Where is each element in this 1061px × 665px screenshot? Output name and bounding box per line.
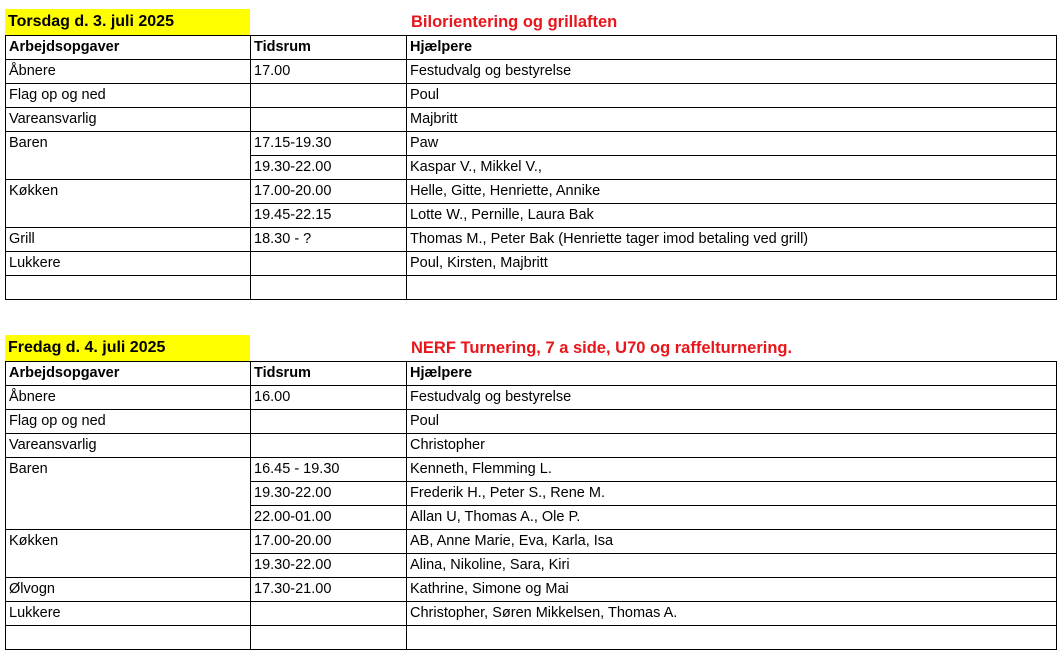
helpers-cell: Festudvalg og bestyrelse	[407, 386, 1057, 410]
task-cell: Grill	[6, 228, 251, 252]
task-cell: Ølvogn	[6, 578, 251, 602]
time-cell	[251, 84, 407, 108]
time-cell	[251, 626, 407, 650]
table-row	[6, 60, 1057, 84]
helpers-cell: Kaspar V., Mikkel V.,	[407, 156, 1057, 180]
table-row	[6, 386, 1057, 410]
helpers-cell: Christopher, Søren Mikkelsen, Thomas A.	[407, 602, 1057, 626]
event-title: Bilorientering og grillaften	[411, 13, 618, 31]
task-cell: Åbnere	[6, 386, 251, 410]
table-row	[6, 204, 1057, 228]
task-cell	[6, 482, 251, 506]
helpers-cell: Lotte W., Pernille, Laura Bak	[407, 204, 1057, 228]
table-row	[6, 506, 1057, 530]
task-cell	[6, 554, 251, 578]
helpers-cell	[407, 276, 1057, 300]
header-task: Arbejdsopgaver	[6, 36, 251, 60]
time-cell: 19.45-22.15	[251, 204, 407, 228]
helpers-cell: Christopher	[407, 434, 1057, 458]
time-cell: 16.00	[251, 386, 407, 410]
time-cell: 19.30-22.00	[251, 156, 407, 180]
time-cell	[251, 602, 407, 626]
header-helpers: Hjælpere	[407, 36, 1057, 60]
time-cell: 17.00-20.00	[251, 180, 407, 204]
time-cell	[251, 410, 407, 434]
helpers-cell: Paw	[407, 132, 1057, 156]
task-cell: Vareansvarlig	[6, 108, 251, 132]
task-cell: Lukkere	[6, 252, 251, 276]
table-row	[6, 458, 1057, 482]
table-row	[6, 84, 1057, 108]
helpers-cell: Allan U, Thomas A., Ole P.	[407, 506, 1057, 530]
helpers-cell: Thomas M., Peter Bak (Henriette tager imod betaling ved grill)	[407, 228, 1057, 252]
task-cell: Baren	[6, 132, 251, 156]
table-row	[6, 578, 1057, 602]
task-cell: Lukkere	[6, 602, 251, 626]
helpers-cell: Helle, Gitte, Henriette, Annike	[407, 180, 1057, 204]
time-cell	[251, 252, 407, 276]
table-row	[6, 228, 1057, 252]
helpers-cell: Alina, Nikoline, Sara, Kiri	[407, 554, 1057, 578]
task-cell	[6, 626, 251, 650]
time-cell	[251, 434, 407, 458]
task-cell: Baren	[6, 458, 251, 482]
time-cell: 17.15-19.30	[251, 132, 407, 156]
schedule-table	[5, 361, 1057, 650]
time-cell	[251, 276, 407, 300]
task-cell	[6, 276, 251, 300]
time-cell: 22.00-01.00	[251, 506, 407, 530]
table-row	[6, 434, 1057, 458]
helpers-cell: Poul, Kirsten, Majbritt	[407, 252, 1057, 276]
table-row	[6, 252, 1057, 276]
task-cell	[6, 204, 251, 228]
schedule-table	[5, 35, 1057, 300]
helpers-cell: Poul	[407, 410, 1057, 434]
header-row	[6, 36, 1057, 60]
table-row	[6, 132, 1057, 156]
table-row	[6, 482, 1057, 506]
time-cell: 16.45 - 19.30	[251, 458, 407, 482]
task-cell	[6, 506, 251, 530]
table-row	[6, 554, 1057, 578]
helpers-cell: Kenneth, Flemming L.	[407, 458, 1057, 482]
header-row	[6, 362, 1057, 386]
table-row	[6, 602, 1057, 626]
helpers-cell: Poul	[407, 84, 1057, 108]
helpers-cell: Kathrine, Simone og Mai	[407, 578, 1057, 602]
table-row	[6, 410, 1057, 434]
time-cell	[251, 108, 407, 132]
helpers-cell	[407, 626, 1057, 650]
task-cell: Flag op og ned	[6, 410, 251, 434]
table-row	[6, 180, 1057, 204]
header-task: Arbejdsopgaver	[6, 362, 251, 386]
task-cell	[6, 156, 251, 180]
time-cell: 19.30-22.00	[251, 554, 407, 578]
task-cell: Køkken	[6, 530, 251, 554]
header-time: Tidsrum	[251, 362, 407, 386]
day-date: Fredag d. 4. juli 2025	[5, 335, 250, 361]
event-title: NERF Turnering, 7 a side, U70 og raffelturnering.	[411, 339, 793, 357]
table-row	[6, 530, 1057, 554]
time-cell: 18.30 - ?	[251, 228, 407, 252]
helpers-cell: AB, Anne Marie, Eva, Karla, Isa	[407, 530, 1057, 554]
title-bar	[5, 9, 1056, 35]
task-cell: Vareansvarlig	[6, 434, 251, 458]
table-row	[6, 156, 1057, 180]
header-helpers: Hjælpere	[407, 362, 1057, 386]
header-time: Tidsrum	[251, 36, 407, 60]
time-cell: 19.30-22.00	[251, 482, 407, 506]
helpers-cell: Festudvalg og bestyrelse	[407, 60, 1057, 84]
helpers-cell: Frederik H., Peter S., Rene M.	[407, 482, 1057, 506]
table-row	[6, 108, 1057, 132]
time-cell: 17.00-20.00	[251, 530, 407, 554]
task-cell: Køkken	[6, 180, 251, 204]
task-cell: Åbnere	[6, 60, 251, 84]
table-row	[6, 626, 1057, 650]
time-cell: 17.00	[251, 60, 407, 84]
title-bar	[5, 335, 1056, 361]
day-date: Torsdag d. 3. juli 2025	[5, 9, 250, 35]
helpers-cell: Majbritt	[407, 108, 1057, 132]
day-schedule-friday	[5, 335, 1056, 650]
task-cell: Flag op og ned	[6, 84, 251, 108]
time-cell: 17.30-21.00	[251, 578, 407, 602]
day-schedule-thursday	[5, 9, 1056, 300]
table-row	[6, 276, 1057, 300]
